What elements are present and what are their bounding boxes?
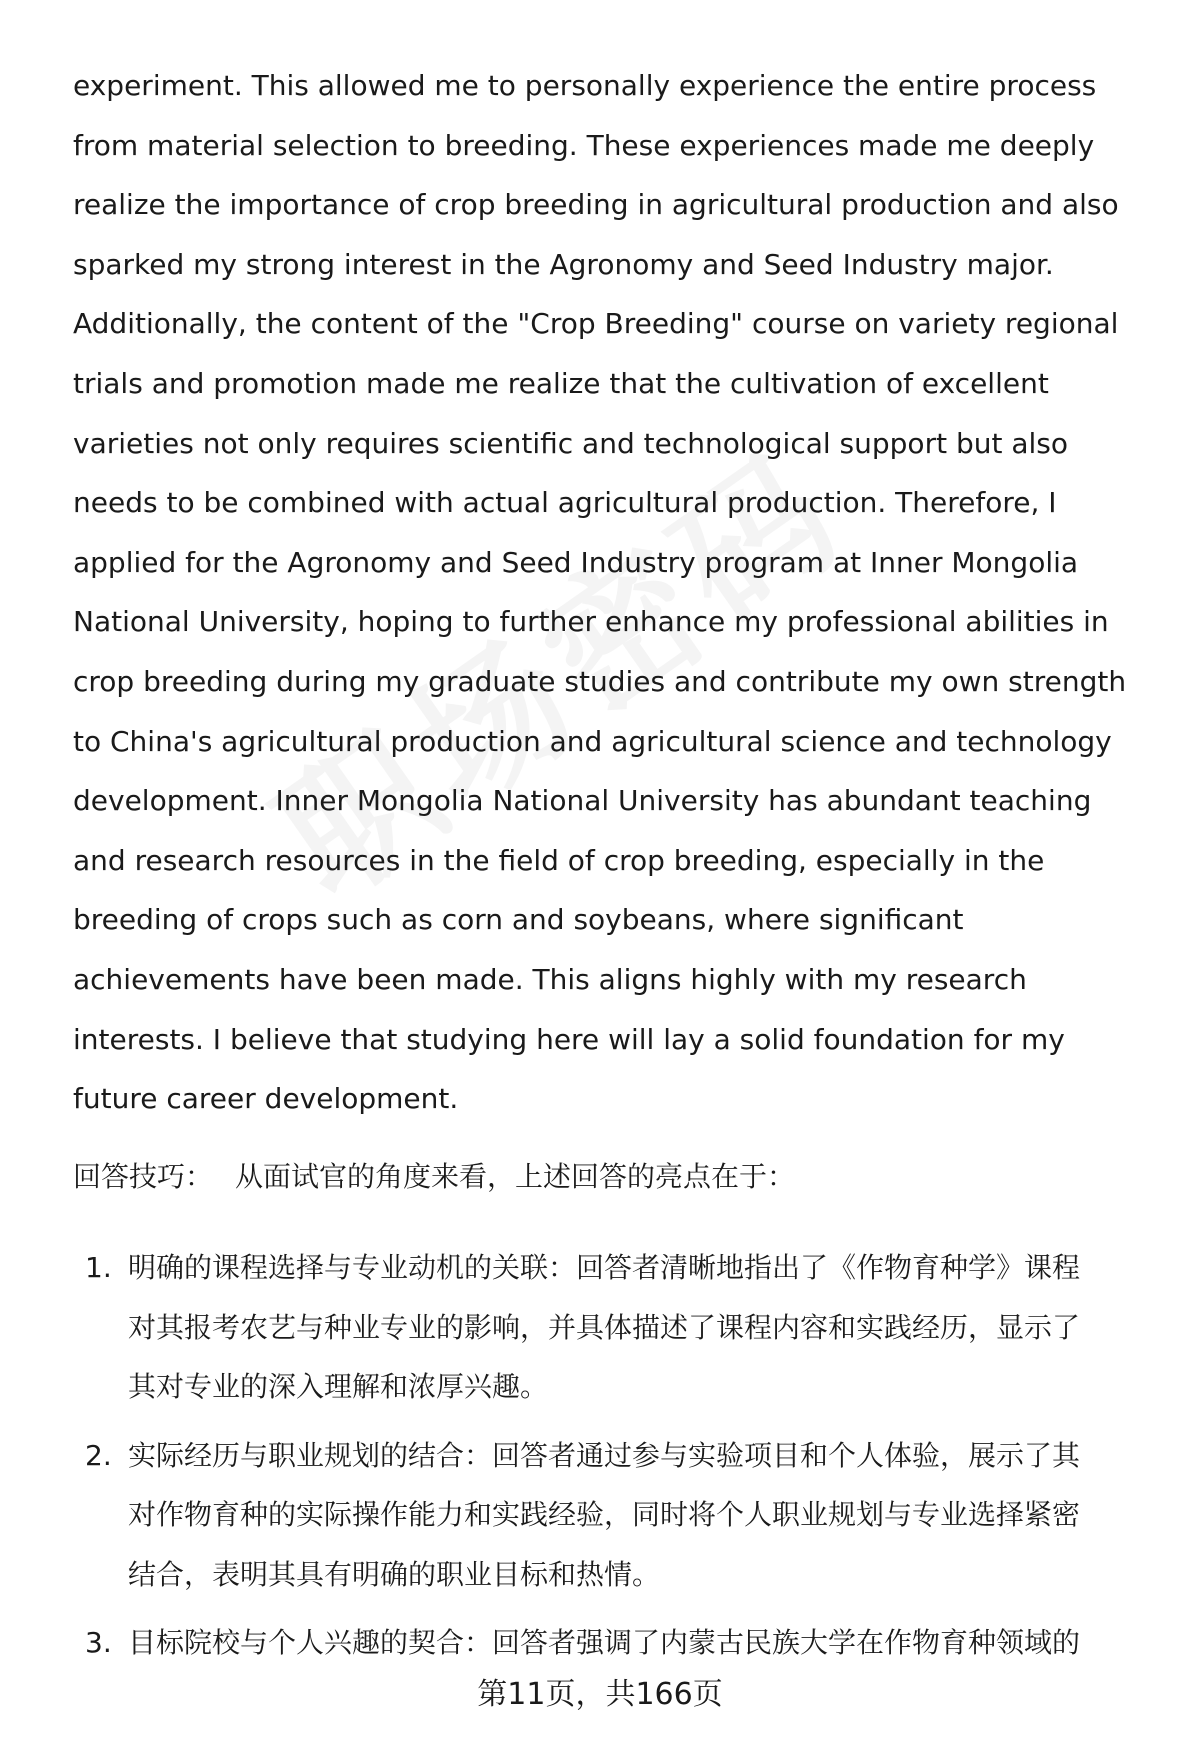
answer-line: future career development.: [73, 1082, 459, 1116]
answer-line: needs to be combined with actual agricultural production. Therefore, I: [73, 486, 1057, 520]
answer-line: National University, hoping to further enhance my professional abilities in: [73, 605, 1109, 639]
answer-line: crop breeding during my graduate studies and contribute my own strength: [73, 664, 1127, 698]
answer-line: realize the importance of crop breeding in agricultural production and also: [73, 188, 1119, 222]
answer-line: Additionally, the content of the "Crop Breeding" course on variety regional: [73, 307, 1119, 341]
tip-number: 2.: [85, 1438, 112, 1472]
tip-line: 明确的课程选择与专业动机的关联：回答者清晰地指出了《作物育种学》课程: [128, 1251, 1081, 1284]
answer-line: applied for the Agronomy and Seed Industry program at Inner Mongolia: [73, 545, 1079, 579]
answer-line: interests. I believe that studying here will lay a solid foundation for my: [73, 1022, 1065, 1056]
answer-line: breeding of crops such as corn and soybeans, where significant: [73, 903, 964, 937]
answer-line: development. Inner Mongolia National University has abundant teaching: [73, 784, 1092, 818]
tip-item: [73, 1238, 1158, 1417]
tip-line: 对作物育种的实际操作能力和实践经验，同时将个人职业规划与专业选择紧密: [128, 1498, 1081, 1531]
tips-list: [73, 1238, 1158, 1682]
tip-line: 结合，表明其具有明确的职业目标和热情。: [128, 1557, 661, 1591]
answer-line: experiment. This allowed me to personally experience the entire process: [73, 69, 1097, 102]
answer-paragraph: [73, 56, 1158, 1129]
answer-line: varieties not only requires scientific and technological support but also: [73, 426, 1069, 460]
tip-line: 目标院校与个人兴趣的契合：回答者强调了内蒙古民族大学在作物育种领域的: [128, 1626, 1081, 1659]
tips-label: 回答技巧：: [73, 1160, 214, 1193]
answer-line: from material selection to breeding. These experiences made me deeply: [73, 128, 1095, 162]
tips-heading: [73, 1157, 795, 1197]
tip-item: [73, 1426, 1158, 1605]
tip-line: 其对专业的深入理解和浓厚兴趣。: [128, 1370, 549, 1403]
answer-line: sparked my strong interest in the Agronomy and Seed Industry major.: [73, 247, 1054, 281]
tips-intro: 从面试官的角度来看，上述回答的亮点在于：: [235, 1160, 796, 1193]
tip-item: [73, 1613, 1158, 1673]
tip-number: 3.: [85, 1626, 112, 1659]
answer-line: and research resources in the field of crop breeding, especially in the: [73, 843, 1045, 877]
tip-line: 实际经历与职业规划的结合：回答者通过参与实验项目和个人体验，展示了其: [128, 1438, 1081, 1472]
tip-line: 对其报考农艺与种业专业的影响，并具体描述了课程内容和实践经历，显示了: [128, 1310, 1081, 1344]
tip-number: 1.: [85, 1251, 112, 1284]
answer-line: achievements have been made. This aligns highly with my research: [73, 962, 1027, 996]
answer-line: trials and promotion made me realize that the cultivation of excellent: [73, 366, 1049, 400]
page-number: 第11页，共166页: [477, 1677, 723, 1712]
answer-line: to China's agricultural production and agricultural science and technology: [73, 724, 1112, 758]
